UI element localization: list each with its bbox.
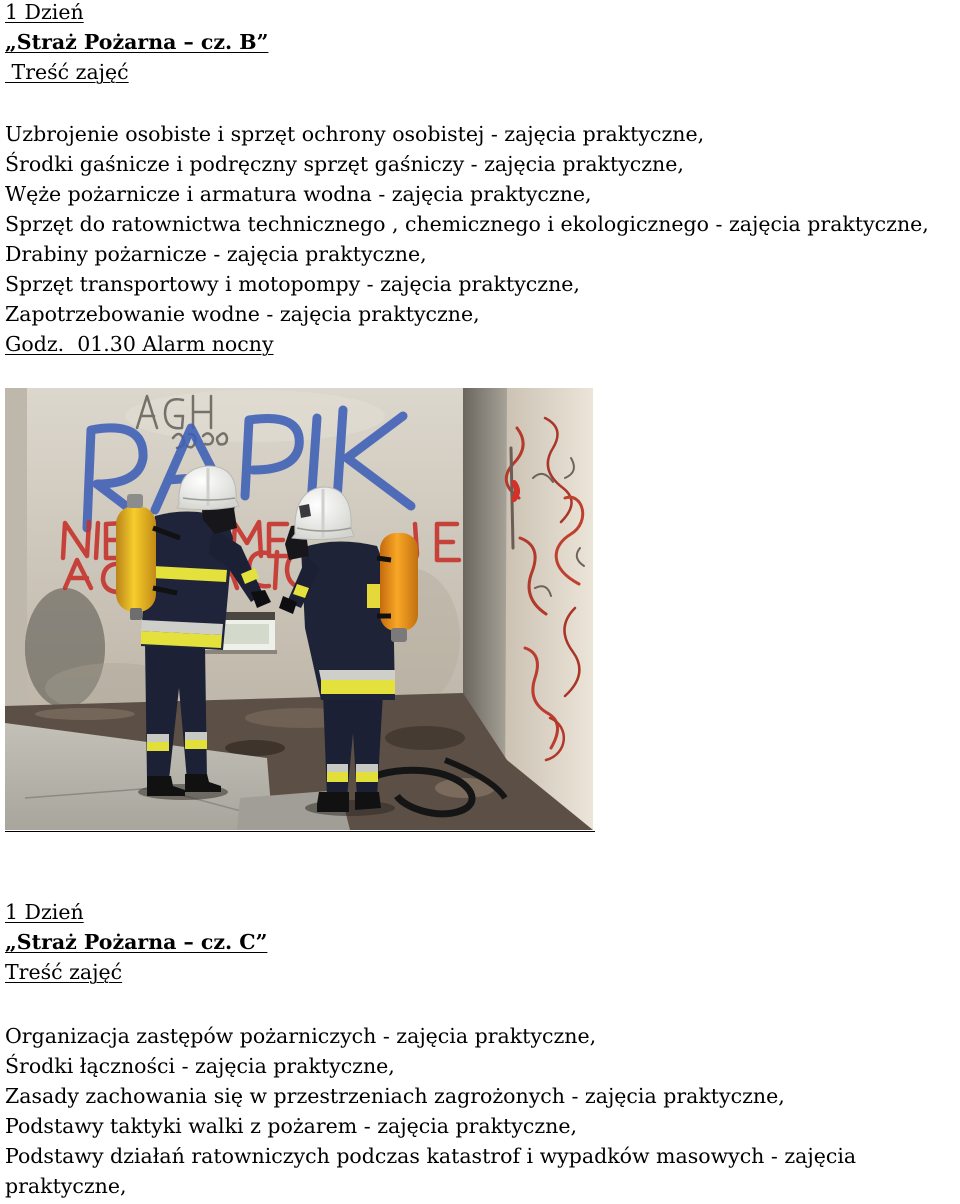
section-b-item-list	[5, 119, 960, 329]
air-cylinder	[116, 506, 156, 612]
section-b-subtitle: Treść zajęć	[5, 60, 129, 84]
spacer	[5, 832, 960, 897]
section-c-item-list	[5, 1021, 960, 1201]
list-item: Środki łączności - zajęcia praktyczne,	[5, 1054, 395, 1078]
list-item: Podstawy taktyki walki z pożarem - zajęcia praktyczne,	[5, 1114, 578, 1138]
section-c-title: „Straż Pożarna – cz. C”	[5, 930, 268, 954]
section-b-schedule: Godz. 01.30 Alarm nocny	[5, 332, 274, 356]
list-item: Sprzęt transportowy i motopompy - zajęcia praktyczne,	[5, 272, 580, 296]
list-item: Zasady zachowania się w przestrzeniach zagrożonych - zajęcia praktyczne,	[5, 1084, 785, 1108]
list-item: Uzbrojenie osobiste i sprzęt ochrony osobistej - zajęcia praktyczne,	[5, 122, 705, 146]
photo-firefighters	[5, 388, 593, 830]
section-b-day-label: 1 Dzień	[5, 0, 84, 24]
section-b-title: „Straż Pożarna – cz. B”	[5, 30, 269, 54]
spacer	[5, 987, 960, 1021]
list-item: Środki gaśnicze i podręczny sprzęt gaśniczy - zajęcia praktyczne,	[5, 152, 684, 176]
section-c-subtitle: Treść zajęć	[5, 960, 123, 984]
list-item: Drabiny pożarnicze - zajęcia praktyczne,	[5, 242, 427, 266]
list-item: Podstawy działań ratowniczych podczas katastrof i wypadków masowych - zajęcia	[5, 1144, 857, 1168]
list-item: Zapotrzebowanie wodne - zajęcia praktyczne,	[5, 302, 480, 326]
list-item: Węże pożarnicze i armatura wodna - zajęcia praktyczne,	[5, 182, 592, 206]
section-c-day-label: 1 Dzień	[5, 900, 84, 924]
spacer	[5, 359, 960, 388]
list-item: Sprzęt do ratownictwa technicznego , chemicznego i ekologicznego - zajęcia praktyczne,	[5, 212, 929, 236]
spacer	[5, 87, 960, 119]
list-item: Organizacja zastępów pożarniczych - zajęcia praktyczne,	[5, 1024, 597, 1048]
list-item: praktyczne,	[5, 1174, 127, 1198]
